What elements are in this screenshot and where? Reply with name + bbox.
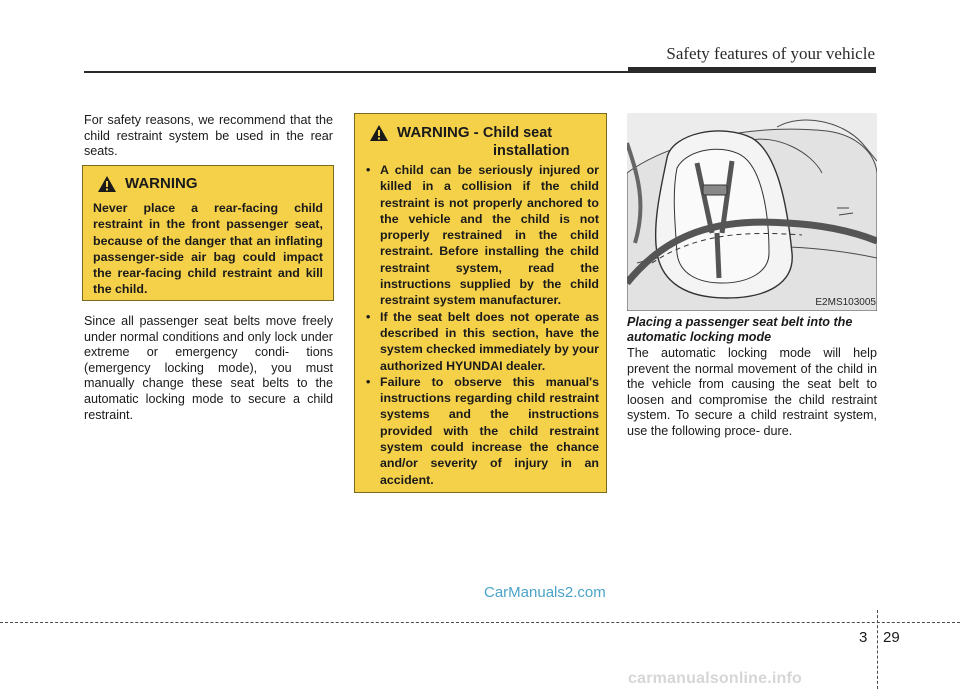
footer-divider [877,610,878,689]
bullet-mark: • [366,374,371,389]
section-subheading: Placing a passenger seat belt into the automatic locking mode [627,315,853,345]
child-seat-drawing [627,113,877,311]
warning-box-child-seat [354,113,607,493]
warning-box-front-seat [82,165,334,301]
warning-bullet-item: • If the seat belt does not operate as described in this section, have the system checked immediately by your authorized HYUNDAI dealer. [366,309,600,373]
chapter-number: 3 [859,629,868,646]
page-number: 29 [883,629,900,646]
header-rule-accent [628,67,876,72]
warning-triangle-icon [97,175,117,193]
warning-triangle-icon [369,124,389,142]
bottom-watermark: carmanualsonline.info [628,670,803,687]
warning-bullet-item: • Failure to observe this manual's instructions regarding child restraint systems and the instructions provided with the child restraint system could increase the chance and/or severity of injury in an accident. [366,374,599,487]
page-header-title: Safety features of your vehicle [666,44,875,63]
illustration-code: E2MS103005 [815,297,876,308]
bullet-mark: • [366,309,371,324]
automatic-locking-paragraph: The automatic locking mode will help prevent the normal movement of the child in the vehicle from causing the seat belt to loosen and compromise the child restraint system. To secure a child restraint system, use the following proce- dure. [627,346,877,438]
warning-bullet-item: • A child can be seriously injured or killed in a collision if the child restraint is not properly anchored to the vehicle and the child is not properly restrained in the child restraint. Before installing the child restraint system, read the instructions supplied by the child restraint system manufacturer. [366,163,599,308]
warning-title: WARNING - [397,124,479,141]
warning-title-block [397,124,570,160]
warning-text: Never place a rear-facing child restraint in the front passenger seat, because of the danger that an inflating passenger-side air bag could impact the rear-facing child restraint and kill the child. [93,201,323,297]
warning-heading [97,175,198,193]
warning-subtitle: Child seat [482,125,553,141]
site-watermark: CarManuals2.com [484,584,606,601]
child-seat-illustration [627,113,877,311]
warning-title: WARNING [125,175,198,192]
footer-rule [0,622,960,623]
warning-subtitle-line2: installation [493,143,570,159]
intro-paragraph: For safety reasons, we recommend that the child restraint system be used in the rear seats. [84,113,333,159]
warning-heading [369,124,570,160]
warning-bullet-list [365,162,599,488]
bullet-mark: • [366,163,371,177]
seat-belts-paragraph: Since all passenger seat belts move freely under normal conditions and only lock under extreme or emergency condi- tions (emergency locking mode), you must manually change these seat belts to the automatic locking mode to secure a child restraint. [84,314,333,422]
